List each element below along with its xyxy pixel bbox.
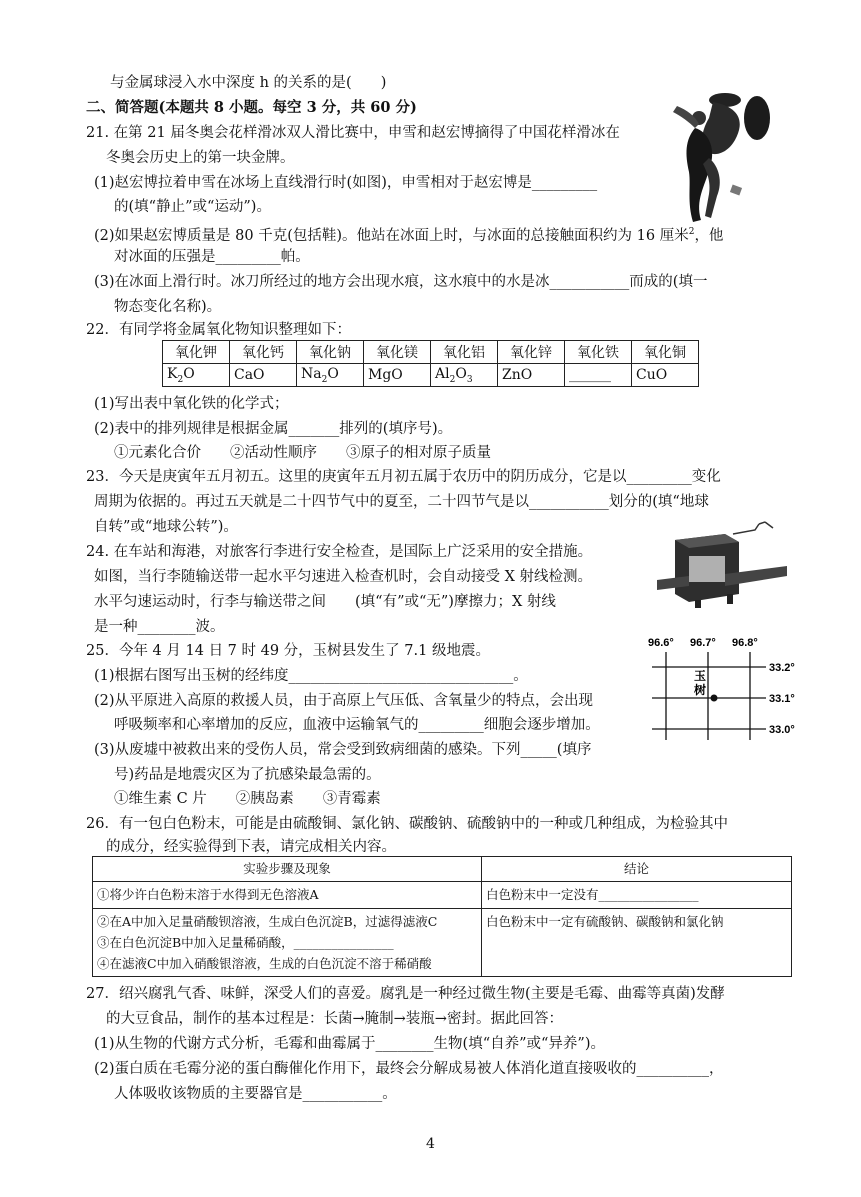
step-2: ②在A中加入足量硝酸钡溶液，生成白色沉淀B，过滤得滤液C [97, 914, 438, 929]
q25-part2: (2)从平原进入高原的救援人员，由于高原上气压低、含氧量少的特点，会出现 [94, 693, 594, 709]
q21-stem-2: 冬奥会历史上的第一块金牌。 [106, 150, 295, 166]
q24-line-1: 24. 在车站和海港，对旅客行李进行安全检查，是国际上广泛采用的安全措施。 [86, 544, 593, 560]
q27-part2-cont: 人体吸收该物质的主要器官是___________。 [114, 1086, 397, 1102]
oxide-formula-cell: CaO [230, 364, 297, 387]
q26-stem-2: 的成分，经实验得到下表，请完成相关内容。 [106, 839, 396, 855]
q22-part1: (1)写出表中氧化铁的化学式； [94, 396, 289, 412]
oxide-name-cell: 氧化铜 [632, 341, 699, 364]
oxide-name-cell: 氧化钾 [163, 341, 230, 364]
oxide-formula-cell: $K_2O$ [163, 364, 230, 387]
q25-stem: 25．今年 4 月 14 日 7 时 49 分，玉树县发生了 7.1 级地震。 [86, 643, 490, 659]
q27-part1: (1)从生物的代谢方式分析，毛霉和曲霉属于________生物(填“自养”或“异养”)。 [94, 1036, 606, 1052]
steps-2-4 [93, 909, 482, 977]
q26-stem-1: 26．有一包白色粉末，可能是由硫酸铜、氯化钠、碳酸钠、硫酸钠中的一种或几种组成，为检验其中 [86, 816, 728, 832]
experiment-table [92, 856, 792, 977]
q24-line-3: 水平匀速运动时，行李与输送带之间 (填“有”或“无”)摩擦力；X 射线 [94, 594, 556, 610]
oxide-formula-cell: $Na_2O$ [297, 364, 364, 387]
q21-part1-cont: 的(填“静止”或“运动”)。 [114, 199, 271, 215]
oxide-name-cell: 氧化铁 [565, 341, 632, 364]
q22-part2: (2)表中的排列规律是根据金属_______排列的(填序号)。 [94, 421, 453, 437]
conclusion-1: 白色粉末中一定没有________________ [482, 882, 792, 909]
step-4: ④在滤液C中加入硝酸银溶液，生成的白色沉淀不溶于稀硝酸 [97, 956, 432, 971]
oxide-formula-row [163, 364, 699, 387]
q21-part3: (3)在冰面上滑行时。冰刀所经过的地方会出现水痕，这水痕中的水是冰___________而成的(填一 [94, 274, 708, 290]
place-label: 玉 [694, 669, 707, 683]
oxide-formula-cell: MgO [364, 364, 431, 387]
q25-options: ①维生素 C 片 ②胰岛素 ③青霉素 [114, 791, 381, 807]
figure-skaters-image [665, 88, 775, 228]
q22-options: ①元素化合价 ②活动性顺序 ③原子的相对原子质量 [114, 445, 491, 461]
lon-label: 96.6° [648, 637, 674, 649]
q23-line-1: 23．今天是庚寅年五月初五。这里的庚寅年五月初五属于农历中的阴历成分，它是以_________变化 [86, 469, 721, 485]
oxide-name-cell: 氧化钠 [297, 341, 364, 364]
lon-label: 96.7° [690, 637, 716, 649]
q21-part3-cont: 物态变化名称)。 [114, 299, 222, 315]
q23-line-2: 周期为依据的。再过五天就是二十四节气中的夏至，二十四节气是以___________划分的(填“地球 [94, 494, 709, 510]
q27-part2: (2)蛋白质在毛霉分泌的蛋白酶催化作用下，最终会分解成易被人体消化道直接吸收的__________， [94, 1061, 724, 1077]
oxide-name-cell: 氧化锌 [498, 341, 565, 364]
q25-part2-cont: 呼吸频率和心率增加的反应，血液中运输氧气的_________细胞会逐步增加。 [114, 717, 600, 733]
oxide-name-row [163, 341, 699, 364]
lat-label: 33.2° [769, 662, 795, 674]
oxide-name-cell: 氧化铝 [431, 341, 498, 364]
oxide-formula-cell: CuO [632, 364, 699, 387]
header-conclusion: 结论 [482, 857, 792, 882]
experiment-row-1 [93, 882, 792, 909]
oxide-name-cell: 氧化镁 [364, 341, 431, 364]
lat-label: 33.0° [769, 724, 795, 736]
q25-part3-cont: 号)药品是地震灾区为了抗感染最急需的。 [114, 767, 381, 783]
step-3: ③在白色沉淀B中加入足量稀硝酸，________________ [97, 935, 394, 950]
experiment-row-2 [93, 909, 792, 977]
step-1: ①将少许白色粉末溶于水得到无色溶液A [93, 882, 482, 909]
oxide-formula-cell: ZnO [498, 364, 565, 387]
q20-tail: 与金属球浸入水中深度 h 的关系的是( ) [110, 75, 387, 91]
q21-part2-cont: 对冰面的压强是_________帕。 [114, 249, 310, 265]
q21-stem-1: 21. 在第 21 届冬奥会花样滑冰双人滑比赛中，申雪和赵宏博摘得了中国花样滑冰在 [86, 125, 620, 141]
section-2-heading: 二、简答题(本题共 8 小题。每空 3 分，共 60 分) [86, 99, 417, 116]
oxide-formula-blank: ______ [565, 364, 632, 387]
q23-line-3: 自转”或“地球公转”)。 [94, 519, 238, 535]
q22-stem: 22．有同学将金属氧化物知识整理如下： [86, 322, 351, 338]
place-label: 树 [694, 683, 707, 697]
q24-line-4: 是一种________波。 [94, 619, 225, 635]
q25-part1: (1)根据右图写出玉树的经纬度_______________________________。 [94, 668, 528, 684]
q27-stem-1: 27．绍兴腐乳气香、味鲜，深受人们的喜爱。腐乳是一种经过微生物(主要是毛霉、曲霉等真菌)发酵 [86, 986, 725, 1002]
q27-stem-2: 的大豆食品，制作的基本过程是：长菌→腌制→装瓶→密封。据此回答： [106, 1011, 563, 1027]
page-number: 4 [426, 1136, 435, 1152]
yushu-location-dot [711, 695, 718, 702]
q24-line-2: 如图，当行李随输送带一起水平匀速进入检查机时，会自动接受 X 射线检测。 [94, 569, 593, 585]
q25-part3: (3)从废墟中被救出来的受伤人员，常会受到致病细菌的感染。下列_____(填序 [94, 742, 592, 758]
oxide-table [162, 340, 699, 387]
q21-part1: (1)赵宏博拉着申雪在冰场上直线滑行时(如图)，申雪相对于赵宏博是_________ [94, 175, 598, 191]
oxide-formula-cell: $Al_2O_3$ [431, 364, 498, 387]
oxide-name-cell: 氧化钙 [230, 341, 297, 364]
header-steps: 实验步骤及现象 [93, 857, 482, 882]
conclusion-2: 白色粉末中一定有硫酸钠、碳酸钠和氯化钠 [482, 909, 792, 977]
xray-scanner-image [655, 520, 790, 610]
lat-label: 33.1° [769, 693, 795, 705]
experiment-header-row [93, 857, 792, 882]
q21-part2: (2)如果赵宏博质量是 80 千克(包括鞋)。他站在冰面上时，与冰面的总接触面积约为 16 厘米$^2$，他 [94, 227, 724, 244]
yushu-coordinate-map [648, 632, 808, 762]
lon-label: 96.8° [732, 637, 758, 649]
